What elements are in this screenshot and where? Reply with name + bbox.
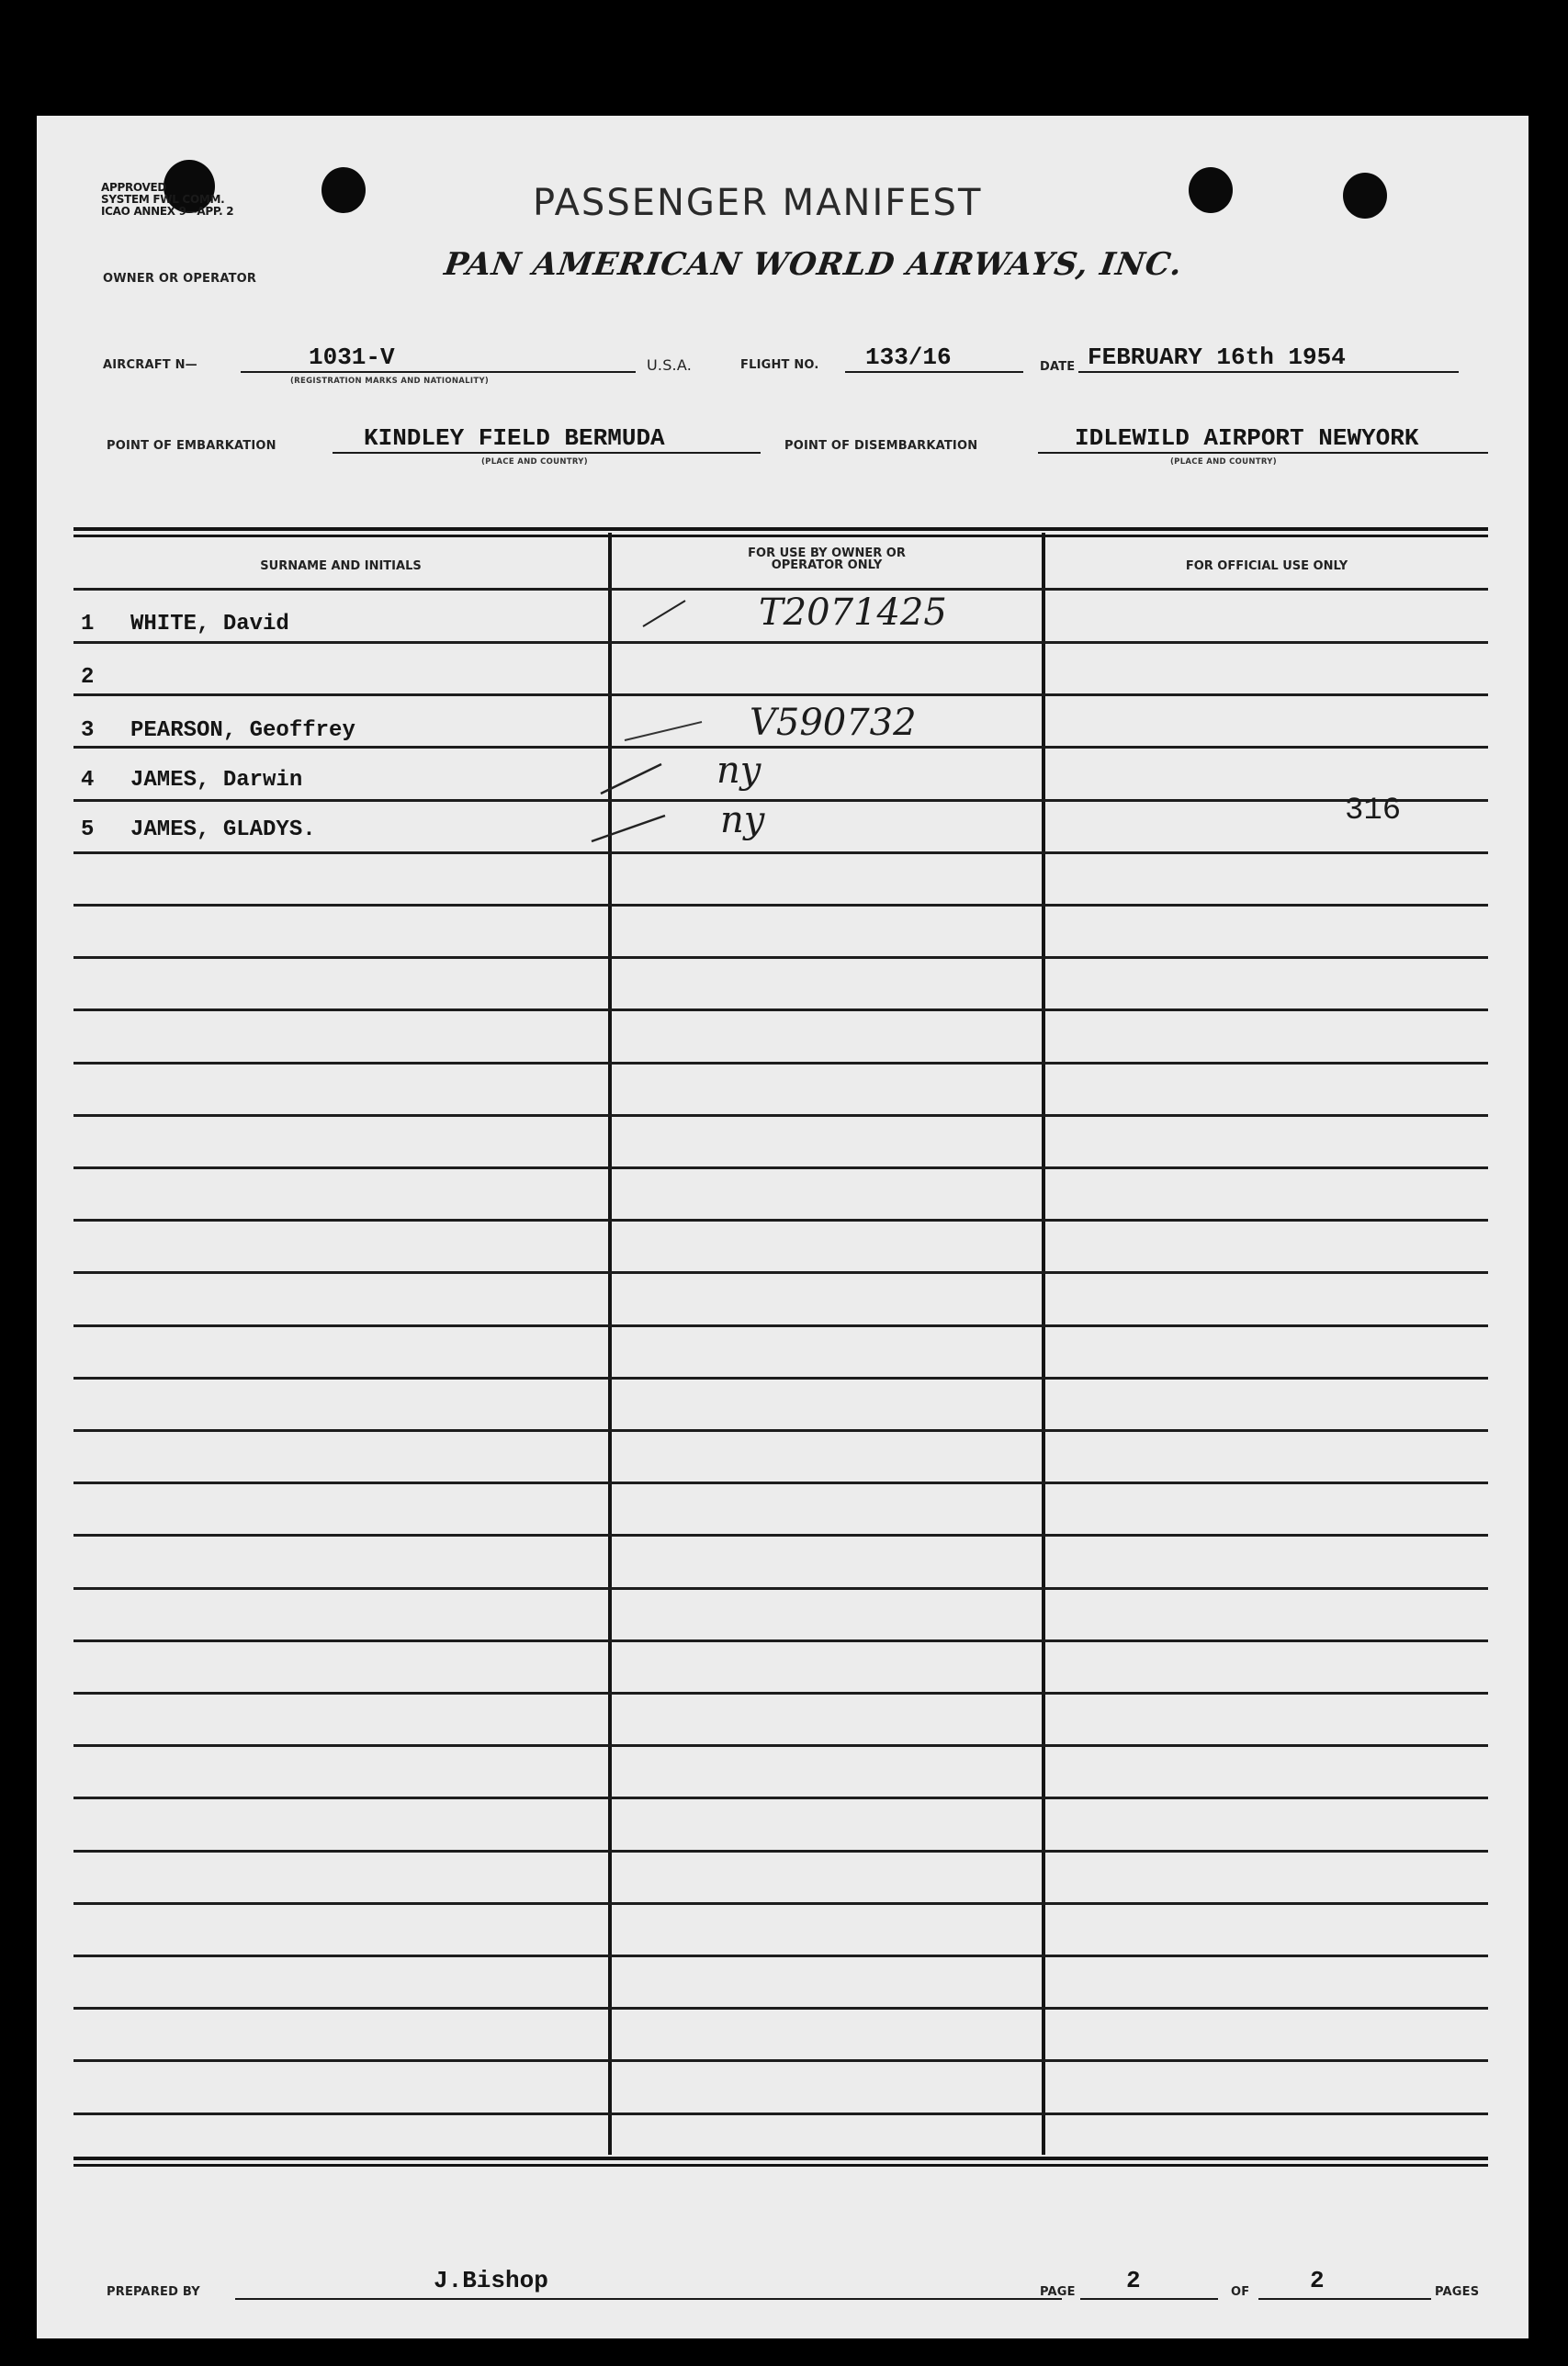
total-pages: 2: [1310, 2267, 1325, 2294]
date-label: DATE: [1040, 360, 1076, 374]
row-number: 2: [81, 665, 95, 690]
owner-label: OWNER OR OPERATOR: [103, 272, 257, 286]
total-underline: [1258, 2298, 1431, 2300]
table-bottom-rule: [73, 2157, 1488, 2160]
punch-hole-right-1: [1189, 167, 1233, 213]
disembarkation-underline: [1038, 452, 1488, 454]
flight-underline: [845, 371, 1023, 373]
approval-line: ICAO ANNEX 9—APP. 2: [101, 205, 234, 218]
column-header-name: SURNAME AND INITIALS: [260, 559, 422, 573]
embarkation-label: POINT OF EMBARKATION: [107, 439, 276, 453]
table-row-line: [73, 1797, 1488, 1799]
table-row-line: [73, 1587, 1488, 1590]
row-number: 4: [81, 768, 95, 793]
operator-name: PAN AMERICAN WORLD AIRWAYS, INC.: [442, 246, 1185, 283]
table-row-line: [73, 1429, 1488, 1432]
table-row-line: [73, 1955, 1488, 1957]
nationality: U.S.A.: [647, 356, 692, 374]
passenger-name: JAMES, Darwin: [130, 768, 303, 793]
disembarkation-caption: (PLACE AND COUNTRY): [1170, 457, 1277, 467]
table-top-rule: [73, 527, 1488, 531]
table-row-line: [73, 1114, 1488, 1117]
table-row-line: [73, 746, 1488, 749]
aircraft-value: 1031-V: [309, 344, 395, 371]
owner-note: ny: [720, 799, 765, 841]
page-number: 2: [1126, 2267, 1141, 2294]
table-row-line: [73, 1692, 1488, 1695]
row-number: 5: [81, 817, 95, 842]
registration-caption: (REGISTRATION MARKS AND NATIONALITY): [290, 377, 490, 386]
table-row-line: [73, 1324, 1488, 1327]
table-row-line: [73, 1377, 1488, 1380]
table-row-line: [73, 2112, 1488, 2115]
column-header-official: FOR OFFICIAL USE ONLY: [1185, 559, 1348, 573]
of-label: OF: [1231, 2285, 1250, 2299]
page-label: PAGE: [1040, 2285, 1076, 2299]
flight-label: FLIGHT NO.: [740, 358, 819, 372]
page-underline: [1080, 2298, 1218, 2300]
table-row-line: [73, 1744, 1488, 1747]
owner-note: T2071425: [759, 592, 947, 634]
table-row-line: [73, 1639, 1488, 1642]
passenger-name: JAMES, GLADYS.: [130, 817, 316, 842]
prepared-underline: [235, 2298, 1062, 2300]
table-row-line: [73, 1219, 1488, 1222]
embarkation-caption: (PLACE AND COUNTRY): [481, 457, 588, 467]
passenger-name: PEARSON, Geoffrey: [130, 718, 355, 743]
embarkation-underline: [333, 452, 761, 454]
date-underline: [1078, 371, 1459, 373]
manifest-page: [37, 116, 1529, 2338]
table-row-line: [73, 588, 1488, 591]
date-value: FEBRUARY 16th 1954: [1088, 344, 1346, 371]
flight-value: 133/16: [865, 344, 952, 371]
table-row-line: [73, 693, 1488, 696]
pages-label: PAGES: [1435, 2285, 1480, 2299]
table-row-line: [73, 641, 1488, 644]
approval-block: [101, 182, 233, 218]
table-row-line: [73, 904, 1488, 907]
table-row-line: [73, 1271, 1488, 1274]
disembarkation-label: POINT OF DISEMBARKATION: [784, 439, 978, 453]
table-row-line: [73, 1534, 1488, 1537]
table-row-line: [73, 851, 1488, 854]
aircraft-underline: [241, 371, 636, 373]
table-bottom-rule: [73, 2164, 1488, 2167]
prepared-by: J.Bishop: [434, 2267, 548, 2294]
table-row-line: [73, 1166, 1488, 1169]
disembarkation-value: IDLEWILD AIRPORT NEWYORK: [1075, 424, 1419, 452]
owner-note: ny: [716, 749, 761, 792]
column-divider: [1042, 533, 1045, 2155]
table-top-rule: [73, 535, 1488, 537]
table-row-line: [73, 2007, 1488, 2010]
aircraft-label: AIRCRAFT N—: [103, 358, 197, 372]
table-row-line: [73, 1482, 1488, 1484]
embarkation-value: KINDLEY FIELD BERMUDA: [364, 424, 665, 452]
column-divider: [608, 533, 612, 2155]
form-title: PASSENGER MANIFEST: [533, 182, 983, 224]
prepared-label: PREPARED BY: [107, 2285, 200, 2299]
approval-line: SYSTEM FWL COMM.: [101, 193, 225, 206]
table-row-line: [73, 2059, 1488, 2062]
table-row-line: [73, 956, 1488, 959]
approval-line: APPROVED: [101, 181, 167, 194]
table-row-line: [73, 1850, 1488, 1853]
column-header-owner: FOR USE BY OWNER OR OPERATOR ONLY: [748, 546, 906, 572]
table-row-line: [73, 799, 1488, 802]
punch-hole-left-2: [321, 167, 366, 213]
passenger-name: WHITE, David: [130, 612, 289, 637]
row-number: 3: [81, 718, 95, 743]
row-number: 1: [81, 612, 95, 637]
table-row-line: [73, 1008, 1488, 1011]
table-row-line: [73, 1062, 1488, 1065]
table-row-line: [73, 1902, 1488, 1905]
official-number: 316: [1345, 794, 1402, 828]
owner-note: V590732: [750, 702, 917, 744]
punch-hole-right-2: [1343, 173, 1387, 219]
